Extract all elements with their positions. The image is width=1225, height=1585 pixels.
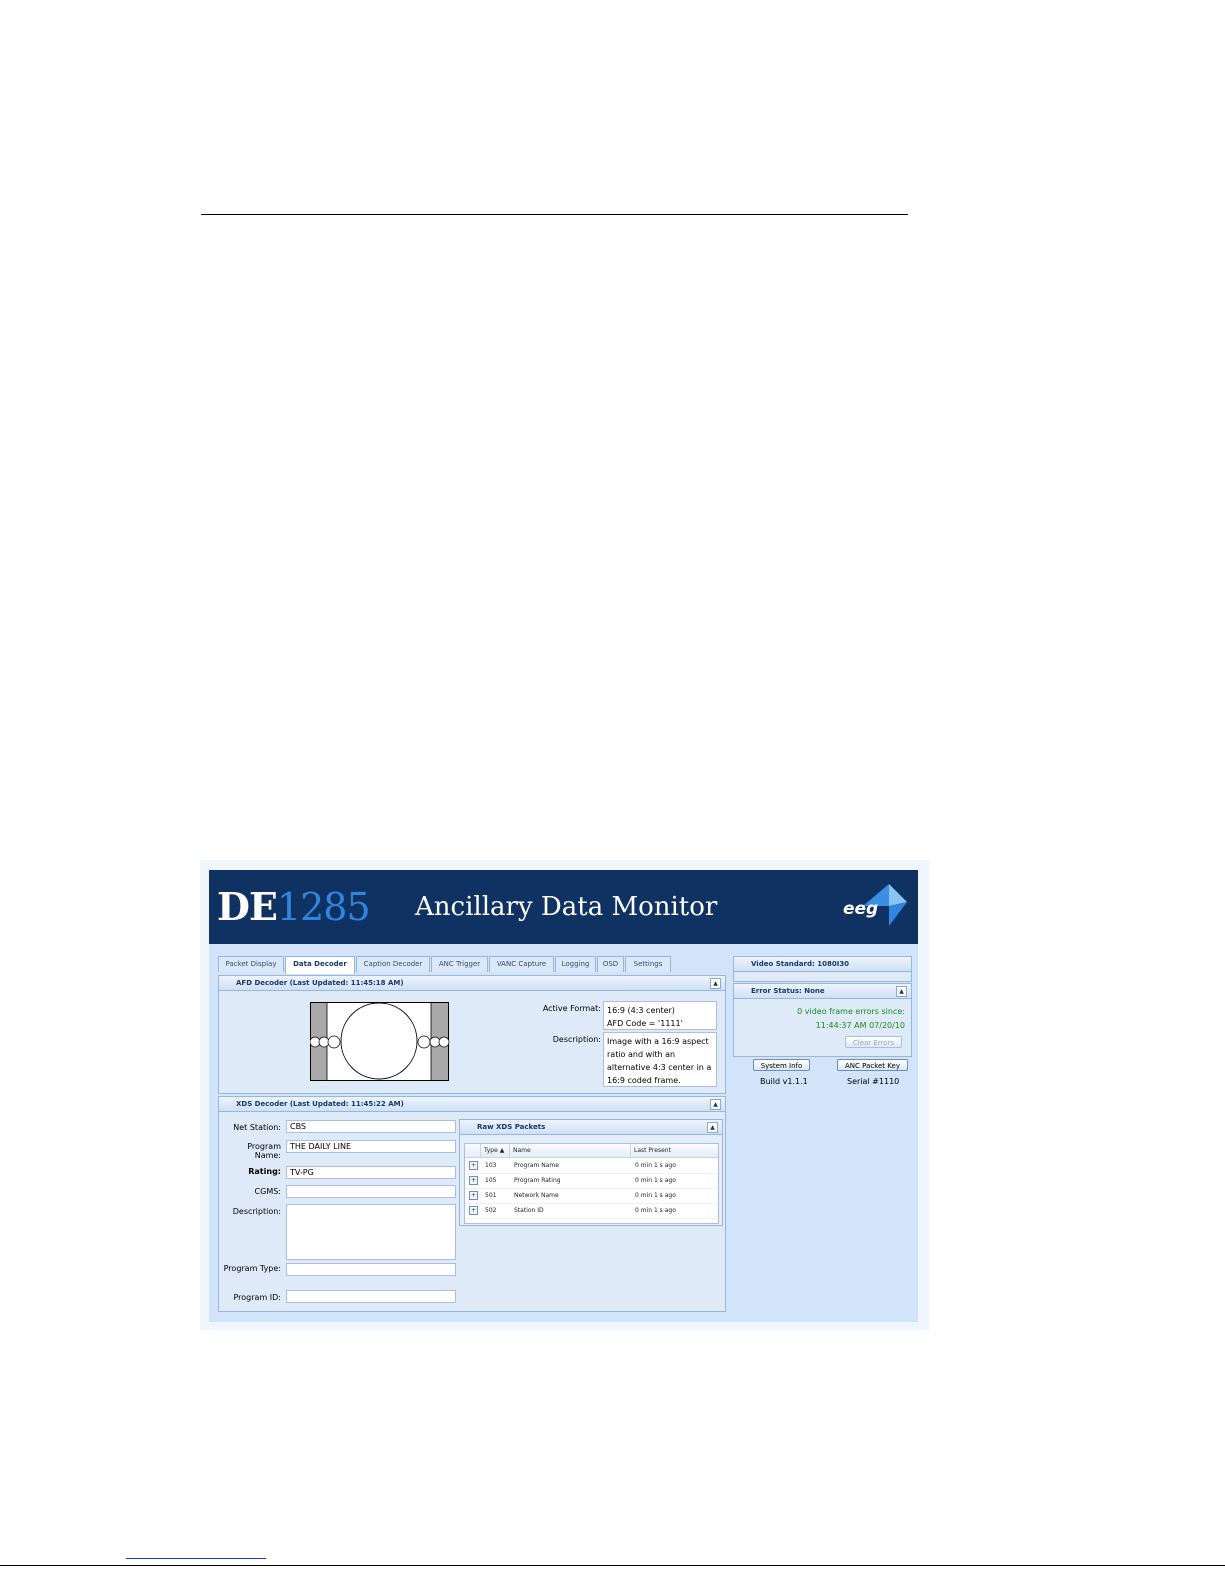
grid-header-type-label: Type: [484, 1147, 498, 1154]
row-last-present: 0 min 1 s ago: [635, 1207, 676, 1214]
app-title: Ancillary Data Monitor: [415, 892, 718, 922]
xds-description-field[interactable]: [286, 1204, 456, 1260]
tab-data-decoder[interactable]: Data Decoder: [285, 956, 355, 974]
row-expand-icon[interactable]: +: [470, 1192, 477, 1199]
table-row[interactable]: [465, 1203, 718, 1219]
program-type-field[interactable]: [286, 1263, 456, 1276]
error-status-header: Error Status: None: [734, 984, 911, 999]
net-station-field[interactable]: [286, 1120, 456, 1133]
afd-description-label: Description:: [552, 1035, 601, 1044]
tab-anc-trigger[interactable]: ANC Trigger: [431, 956, 488, 972]
xds-collapse-button[interactable]: ▲: [710, 1099, 721, 1110]
frame-errors-count: 0 video frame errors since:: [797, 1007, 905, 1016]
raw-xds-packets-panel: [459, 1119, 723, 1226]
program-name-label: Program Name:: [247, 1142, 281, 1160]
row-name: Network Name: [514, 1192, 559, 1199]
row-last-present: 0 min 1 s ago: [635, 1162, 676, 1169]
sort-arrow-icon: ▲: [499, 1147, 505, 1154]
logo-prefix: DE: [217, 884, 277, 929]
program-name-field[interactable]: [286, 1140, 456, 1153]
active-format-label: Active Format:: [542, 1004, 601, 1013]
app-header: [209, 870, 918, 944]
xds-decoder-panel: [218, 1096, 726, 1312]
raw-xds-collapse-button[interactable]: ▲: [707, 1122, 718, 1133]
error-collapse-button[interactable]: ▲: [896, 986, 907, 997]
raw-xds-grid: [464, 1143, 719, 1224]
xds-panel-header: XDS Decoder (Last Updated: 11:45:22 AM): [219, 1097, 725, 1112]
raw-xds-header: Raw XDS Packets: [460, 1120, 722, 1135]
grid-header-name[interactable]: Name: [510, 1144, 631, 1157]
row-expand-icon[interactable]: +: [470, 1207, 477, 1214]
afd-code-line: AFD Code = '1111': [607, 1019, 683, 1028]
frame-errors-since: 11:44:37 AM 07/20/10: [815, 1021, 905, 1030]
row-last-present: 0 min 1 s ago: [635, 1192, 676, 1199]
grid-header-row: [465, 1144, 718, 1158]
row-type: 502: [485, 1207, 497, 1214]
active-format-line: 16:9 (4:3 center): [607, 1006, 675, 1015]
page-top-rule: [201, 214, 908, 215]
row-type: 103: [485, 1162, 497, 1169]
row-name: Station ID: [514, 1207, 544, 1214]
tab-logging[interactable]: Logging: [555, 956, 596, 972]
anc-packet-key-button[interactable]: ANC Packet Key: [837, 1059, 908, 1071]
net-station-label: Net Station:: [233, 1123, 281, 1132]
row-expand-icon[interactable]: +: [470, 1177, 477, 1184]
program-id-field[interactable]: [286, 1290, 456, 1303]
row-name: Program Name: [514, 1162, 559, 1169]
clear-errors-button[interactable]: Clear Errors: [845, 1036, 902, 1048]
system-info-button[interactable]: System Info: [753, 1059, 810, 1071]
row-type: 105: [485, 1177, 497, 1184]
xds-description-label: Description:: [232, 1207, 281, 1216]
build-version: Build v1.1.1: [760, 1077, 808, 1086]
video-standard-header: Video Standard: 1080I30: [734, 957, 911, 972]
row-last-present: 0 min 1 s ago: [635, 1177, 676, 1184]
tab-caption-decoder[interactable]: Caption Decoder: [356, 956, 430, 972]
cgms-field[interactable]: [286, 1185, 456, 1198]
table-row[interactable]: [465, 1188, 718, 1204]
afd-decoder-panel: [218, 975, 726, 1094]
row-expand-icon[interactable]: +: [470, 1162, 477, 1169]
afd-description-value: Image with a 16:9 aspect ratio and with an alternative 4:3 center in a 16:9 coded frame.: [603, 1032, 717, 1087]
logo-number: 1285: [276, 885, 370, 929]
tab-vanc-capture[interactable]: VANC Capture: [489, 956, 554, 972]
video-standard-panel: [733, 956, 912, 982]
page-bottom-rule: [0, 1565, 1225, 1566]
rating-field[interactable]: [286, 1166, 456, 1179]
rating-label: Rating:: [248, 1167, 281, 1176]
tab-osd[interactable]: OSD: [597, 956, 624, 972]
active-format-value: [603, 1001, 717, 1030]
app-window: [209, 870, 918, 1322]
afd-panel-header: AFD Decoder (Last Updated: 11:45:18 AM): [219, 976, 725, 991]
cgms-label: CGMS:: [254, 1187, 281, 1196]
row-type: 501: [485, 1192, 497, 1199]
afd-collapse-button[interactable]: ▲: [710, 978, 721, 989]
table-row[interactable]: [465, 1158, 718, 1174]
grid-header-expander: [465, 1144, 481, 1157]
tab-packet-display[interactable]: Packet Display: [218, 956, 284, 972]
footnote-link-underline: [126, 1558, 266, 1559]
brand-text: eeg: [843, 899, 879, 919]
product-logo: [217, 884, 370, 929]
program-id-label: Program ID:: [233, 1293, 281, 1302]
tab-settings[interactable]: Settings: [625, 956, 671, 972]
table-row[interactable]: [465, 1173, 718, 1189]
row-name: Program Rating: [514, 1177, 561, 1184]
error-status-panel: [733, 983, 912, 1057]
grid-header-type[interactable]: [481, 1144, 510, 1157]
serial-number: Serial #1110: [847, 1077, 900, 1086]
afd-format-diagram-icon: [310, 1002, 450, 1082]
program-type-label: Program Type:: [223, 1264, 281, 1273]
screenshot-frame: [200, 860, 929, 1330]
eeg-brand-logo-icon: [839, 882, 909, 928]
grid-header-last-present[interactable]: Last Present: [634, 1147, 671, 1154]
